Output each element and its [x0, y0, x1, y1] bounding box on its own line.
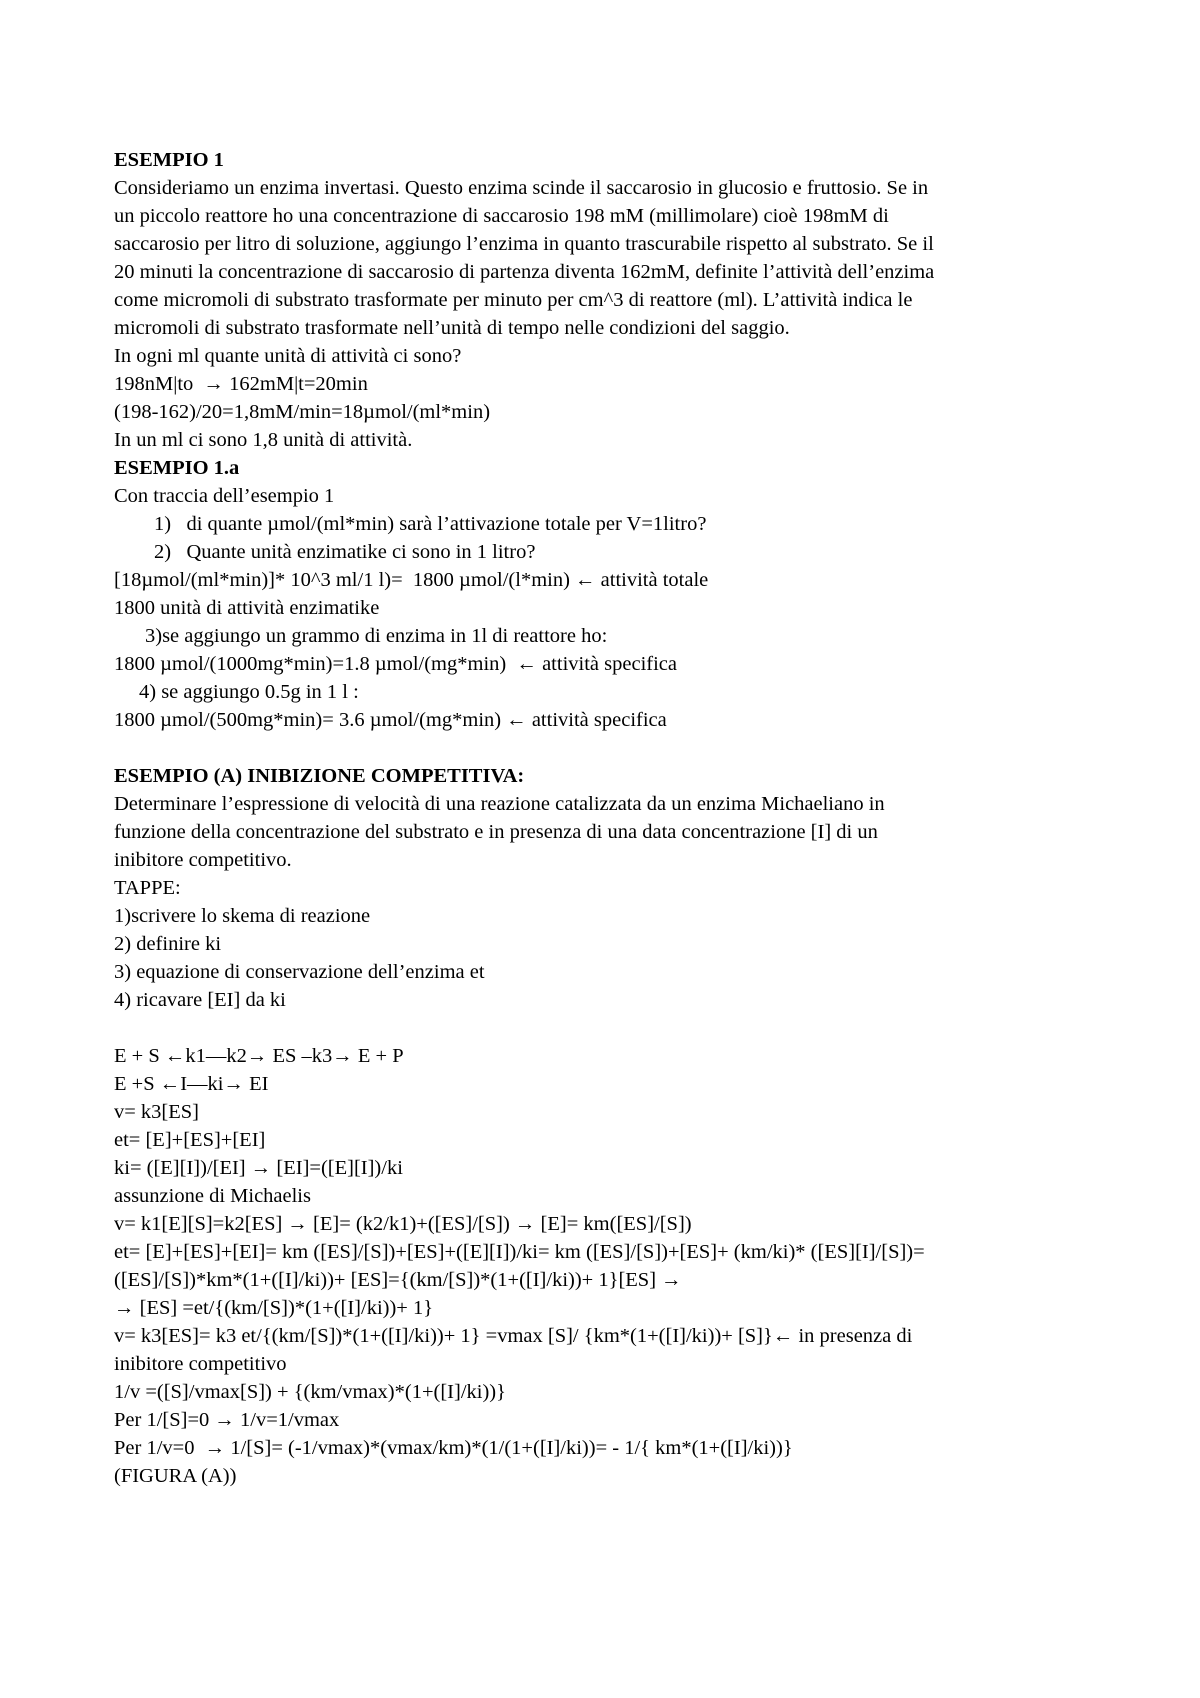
- equation-line: E +S ←I—ki→ EI: [114, 1073, 269, 1095]
- text-line: [18µmol/(ml*min)]* 10^3 ml/1 l)= 1800 µmol/(l*min) ← attività totale: [114, 569, 709, 591]
- equation-line: v= k1[E][S]=k2[ES] → [E]= (k2/k1)+([ES]/[S]) → [E]= km([ES]/[S]): [114, 1213, 692, 1235]
- text-line: come micromoli di substrato trasformate per minuto per cm^3 di reattore (ml). L’attività indica le: [114, 289, 913, 311]
- equation-line: Per 1/v=0 → 1/[S]= (-1/vmax)*(vmax/km)*(1/(1+([I]/ki))= - 1/{ km*(1+([I]/ki))}: [114, 1437, 793, 1459]
- text-line: assunzione di Michaelis: [114, 1185, 311, 1207]
- text-line: 1800 µmol/(1000mg*min)=1.8 µmol/(mg*min) ← attività specifica: [114, 653, 677, 675]
- text-line: TAPPE:: [114, 877, 181, 899]
- list-item: 1) di quante µmol/(ml*min) sarà l’attivazione totale per V=1litro?: [154, 513, 707, 535]
- equation-line: ([ES]/[S])*km*(1+([I]/ki))+ [ES]={(km/[S])*(1+([I]/ki))+ 1}[ES] →: [114, 1269, 682, 1291]
- equation-line: → [ES] =et/{(km/[S])*(1+([I]/ki))+ 1}: [114, 1297, 434, 1319]
- text-line: un piccolo reattore ho una concentrazione di saccarosio 198 mM (millimolare) cioè 198mM di: [114, 205, 889, 227]
- text-line: 20 minuti la concentrazione di saccarosio di partenza diventa 162mM, definite l’attività dell’enzima: [114, 261, 935, 283]
- text-line: In ogni ml quante unità di attività ci sono?: [114, 345, 462, 367]
- text-line: micromoli di substrato trasformate nell’unità di tempo nelle condizioni del saggio.: [114, 317, 790, 339]
- text-line: 1800 µmol/(500mg*min)= 3.6 µmol/(mg*min) ← attività specifica: [114, 709, 667, 731]
- list-item: 2) Quante unità enzimatike ci sono in 1 litro?: [154, 541, 536, 563]
- text-line: inibitore competitivo: [114, 1353, 287, 1375]
- blank-line: [114, 734, 1200, 762]
- text-line: funzione della concentrazione del substrato e in presenza di una data concentrazione [I] di un: [114, 821, 878, 843]
- text-line: Con traccia dell’esempio 1: [114, 485, 335, 507]
- text-line: saccarosio per litro di soluzione, aggiungo l’enzima in quanto trascurabile rispetto al substrato. Se il: [114, 233, 934, 255]
- equation-line: ki= ([E][I])/[EI] → [EI]=([E][I])/ki: [114, 1157, 403, 1179]
- text-line: 4) ricavare [EI] da ki: [114, 989, 286, 1011]
- heading-esempio-1: ESEMPIO 1: [114, 149, 224, 171]
- text-line: 3) equazione di conservazione dell’enzima et: [114, 961, 485, 983]
- heading-esempio-1a: ESEMPIO 1.a: [114, 457, 240, 479]
- equation-line: v= k3[ES]: [114, 1101, 200, 1123]
- text-line: 4) se aggiungo 0.5g in 1 l :: [139, 681, 359, 703]
- text-line: Consideriamo un enzima invertasi. Questo enzima scinde il saccarosio in glucosio e fruttosio. Se in: [114, 177, 929, 199]
- text-line: 198nM|to → 162mM|t=20min: [114, 373, 368, 395]
- text-line: In un ml ci sono 1,8 unità di attività.: [114, 429, 413, 451]
- equation-line: et= [E]+[ES]+[EI]= km ([ES]/[S])+[ES]+([E][I])/ki= km ([ES]/[S])+[ES]+ (km/ki)* ([ES][I]/[S])=: [114, 1241, 925, 1263]
- text-line: 1800 unità di attività enzimatike: [114, 597, 380, 619]
- figure-reference: (FIGURA (A)): [114, 1465, 237, 1487]
- equation-line: E + S ←k1—k2→ ES –k3→ E + P: [114, 1045, 404, 1067]
- blank-line: [114, 1014, 1200, 1042]
- text-line: 3)se aggiungo un grammo di enzima in 1l di reattore ho:: [145, 625, 608, 647]
- text-line: 1)scrivere lo skema di reazione: [114, 905, 371, 927]
- equation-line: v= k3[ES]= k3 et/{(km/[S])*(1+([I]/ki))+ 1} =vmax [S]/ {km*(1+([I]/ki))+ [S]}← in presenza di: [114, 1325, 913, 1347]
- heading-esempio-a: ESEMPIO (A) INIBIZIONE COMPETITIVA:: [114, 765, 525, 787]
- equation-line: et= [E]+[ES]+[EI]: [114, 1129, 266, 1151]
- text-line: inibitore competitivo.: [114, 849, 292, 871]
- text-line: Determinare l’espressione di velocità di una reazione catalizzata da un enzima Michaeliano in: [114, 793, 885, 815]
- text-line: (198-162)/20=1,8mM/min=18µmol/(ml*min): [114, 401, 491, 423]
- equation-line: 1/v =([S]/vmax[S]) + {(km/vmax)*(1+([I]/ki))}: [114, 1381, 506, 1403]
- equation-line: Per 1/[S]=0 → 1/v=1/vmax: [114, 1409, 340, 1431]
- text-line: 2) definire ki: [114, 933, 222, 955]
